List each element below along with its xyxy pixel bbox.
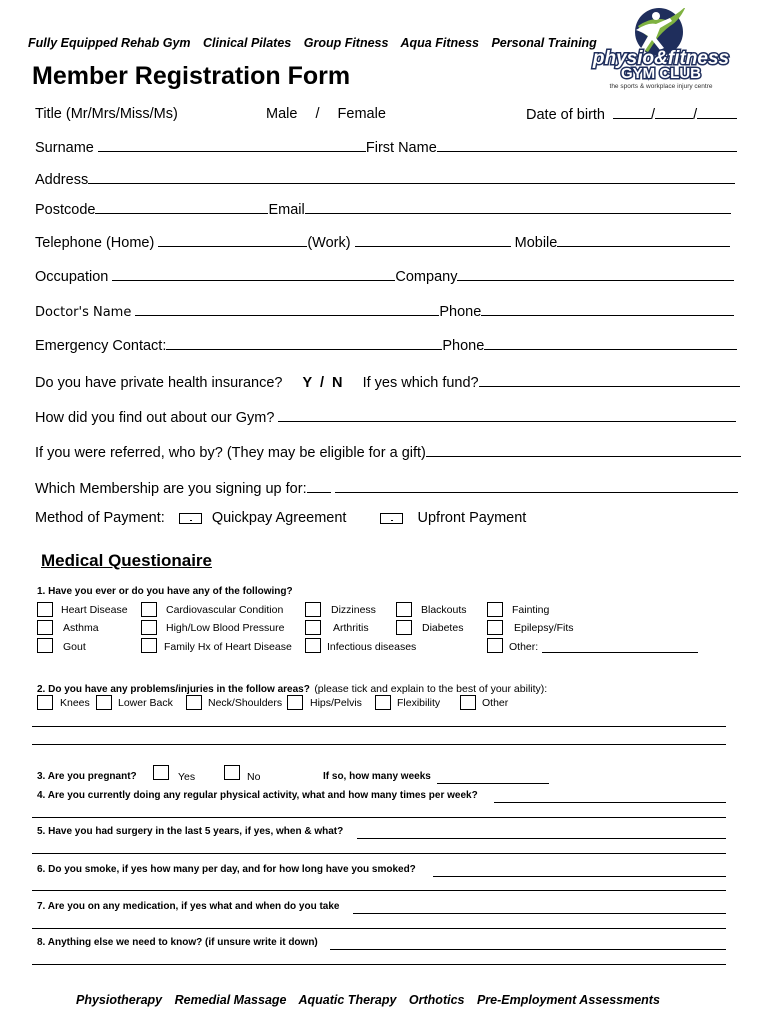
area-checkbox[interactable] [37, 695, 53, 710]
occupation-row [35, 268, 734, 285]
footer-service-item: Orthotics [408, 993, 465, 1007]
company-input[interactable] [457, 268, 734, 281]
doctor-row [35, 303, 734, 320]
q2-note: (please tick and explain to the best of your ability): [314, 683, 548, 695]
referred-input[interactable] [426, 444, 741, 457]
footer-service-item: Pre-Employment Assessments [476, 993, 660, 1007]
condition-label: Epilepsy/Fits [514, 622, 574, 634]
q8-answer-line[interactable] [32, 964, 726, 965]
page-title: Member Registration Form [32, 62, 351, 90]
logo-line1: physio&fitness [592, 48, 730, 69]
doctor-name-input[interactable] [135, 303, 439, 316]
area-label: Hips/Pelvis [310, 697, 362, 709]
condition-label: Fainting [512, 604, 550, 616]
logo-tagline: the sports & workplace injury centre [609, 83, 713, 90]
condition-label: Infectious diseases [327, 641, 417, 653]
insurance-row [35, 374, 740, 391]
emergency-phone-label: Phone [442, 338, 485, 354]
condition-label: High/Low Blood Pressure [166, 622, 285, 634]
emergency-phone-input[interactable] [484, 337, 737, 350]
weeks-input[interactable] [437, 771, 549, 784]
pregnant-yes-label: Yes [178, 771, 196, 783]
title-field-label: Title (Mr/Mrs/Miss/Ms) [35, 106, 178, 122]
fund-input[interactable] [479, 374, 740, 387]
first-name-input[interactable] [437, 139, 737, 152]
referred-question: If you were referred, who by? (They may be eligible for a gift) [35, 445, 426, 461]
referred-row [35, 444, 741, 461]
q2-text: 2. Do you have any problems/injuries in the follow areas? [37, 684, 310, 695]
postcode-input[interactable] [95, 201, 268, 214]
address-row [35, 171, 735, 188]
dob-year-input[interactable] [697, 106, 737, 119]
medical-q8: 8. Anything else we need to know? (if unsure write it down) [37, 937, 318, 948]
area-label: Flexibility [397, 697, 441, 709]
quickpay-checkbox[interactable] [179, 513, 202, 524]
surname-row [35, 139, 737, 156]
q5-answer-line[interactable] [32, 853, 726, 854]
membership-input-short[interactable] [307, 480, 331, 493]
condition-checkbox[interactable] [305, 638, 321, 653]
medical-q6: 6. Do you smoke, if yes how many per day, and for how long have you smoked? [37, 864, 416, 875]
condition-label: Family Hx of Heart Disease [164, 641, 292, 653]
find-out-question: How did you find out about our Gym? [35, 410, 275, 426]
address-label: Address [35, 172, 89, 188]
condition-label: Blackouts [421, 604, 467, 616]
telephone-home-input[interactable] [158, 234, 307, 247]
gender-options [266, 106, 386, 122]
gender-separator: / [315, 106, 320, 122]
company-label: Company [395, 269, 458, 285]
area-checkbox[interactable] [186, 695, 202, 710]
postcode-row [35, 201, 731, 218]
dob-separator: / [693, 107, 698, 123]
first-name-label: First Name [365, 140, 437, 156]
membership-row [35, 480, 738, 497]
pregnant-no-label: No [247, 771, 261, 783]
gender-male-option[interactable]: Male [266, 106, 298, 122]
surname-label: Surname [35, 140, 94, 156]
condition-checkbox[interactable] [305, 620, 321, 635]
condition-label: Heart Disease [61, 604, 128, 616]
area-checkbox[interactable] [375, 695, 391, 710]
email-label: Email [268, 202, 305, 218]
service-item: Personal Training [491, 36, 597, 50]
q8-answer-input[interactable] [330, 937, 726, 950]
payment-label: Method of Payment: [35, 510, 165, 526]
dob-month-input[interactable] [655, 106, 693, 119]
q6-answer-line[interactable] [32, 890, 726, 891]
telephone-row [35, 234, 730, 251]
footer-service-item: Physiotherapy [76, 993, 163, 1007]
pregnant-yes-checkbox[interactable] [153, 765, 169, 780]
service-item: Clinical Pilates [203, 36, 292, 50]
find-out-row [35, 409, 736, 426]
telephone-home-label: Telephone (Home) [35, 235, 155, 251]
membership-input[interactable] [335, 480, 738, 493]
condition-checkbox[interactable] [396, 620, 412, 635]
condition-label: Asthma [63, 622, 99, 634]
surname-input[interactable] [98, 139, 366, 152]
q7-answer-line[interactable] [32, 928, 726, 929]
footer-service-item: Aquatic Therapy [298, 993, 397, 1007]
condition-checkbox[interactable] [487, 638, 503, 653]
medical-q4: 4. Are you currently doing any regular physical activity, what and how many times per week? [37, 790, 478, 801]
condition-label: Cardiovascular Condition [166, 604, 284, 616]
condition-checkbox[interactable] [487, 620, 503, 635]
q7-answer-input[interactable] [353, 901, 726, 914]
condition-checkbox[interactable] [37, 638, 53, 653]
weeks-question: If so, how many weeks [323, 771, 431, 782]
mobile-input[interactable] [557, 234, 730, 247]
dob-label: Date of birth [526, 107, 605, 123]
q4-answer-line[interactable] [32, 817, 726, 818]
email-input[interactable] [305, 201, 731, 214]
pregnant-no-checkbox[interactable] [224, 765, 240, 780]
doctor-name-label: Doctor's Name [35, 305, 132, 320]
doctor-phone-input[interactable] [481, 303, 734, 316]
quickpay-label: Quickpay Agreement [211, 510, 347, 526]
insurance-yes-no[interactable]: Y / N [302, 375, 343, 391]
condition-label: Other: [509, 641, 539, 653]
condition-label: Diabetes [422, 622, 464, 634]
find-out-input[interactable] [278, 409, 736, 422]
condition-checkbox[interactable] [141, 602, 157, 617]
area-label: Knees [60, 697, 90, 709]
condition-label: Gout [63, 641, 86, 653]
gym-logo [586, 8, 736, 92]
occupation-input[interactable] [112, 268, 395, 281]
service-item: Aqua Fitness [400, 36, 479, 50]
insurance-question: Do you have private health insurance? [35, 375, 283, 391]
services-banner [28, 36, 606, 50]
area-checkbox[interactable] [96, 695, 112, 710]
area-checkbox[interactable] [287, 695, 303, 710]
fund-question: If yes which fund? [362, 375, 479, 391]
medical-q1: 1. Have you ever or do you have any of the following? [37, 586, 293, 597]
gender-female-option[interactable]: Female [337, 106, 386, 122]
payment-row [35, 510, 526, 526]
emergency-contact-label: Emergency Contact: [35, 338, 167, 354]
q4-answer-input[interactable] [494, 790, 726, 803]
telephone-work-label: (Work) [307, 235, 351, 251]
area-checkbox[interactable] [460, 695, 476, 710]
medical-q3: 3. Are you pregnant? [37, 771, 137, 782]
area-label: Other [482, 697, 509, 709]
q2-answer-line[interactable] [32, 744, 726, 745]
logo-emblem-icon [586, 8, 736, 92]
condition-label: Dizziness [331, 604, 376, 616]
logo-line2: GYM CLUB [621, 65, 701, 82]
condition-checkbox[interactable] [141, 638, 157, 653]
medical-q7: 7. Are you on any medication, if yes what and when do you take [37, 901, 340, 912]
postcode-label: Postcode [35, 202, 96, 218]
area-label: Lower Back [118, 697, 173, 709]
q6-answer-input[interactable] [433, 864, 726, 877]
doctor-phone-label: Phone [439, 304, 482, 320]
medical-heading: Medical Questionaire [41, 551, 212, 570]
condition-checkbox[interactable] [141, 620, 157, 635]
occupation-label: Occupation [35, 269, 109, 285]
footer-service-item: Remedial Massage [174, 993, 287, 1007]
emergency-row [35, 337, 737, 354]
condition-checkbox[interactable] [305, 602, 321, 617]
dob-day-input[interactable] [613, 106, 651, 119]
dob-field [526, 106, 737, 123]
upfront-label: Upfront Payment [417, 510, 527, 526]
membership-question: Which Membership are you signing up for: [35, 481, 307, 497]
condition-checkbox[interactable] [396, 602, 412, 617]
mobile-label: Mobile [514, 235, 558, 251]
condition-checkbox[interactable] [487, 602, 503, 617]
telephone-work-input[interactable] [355, 234, 511, 247]
service-item: Fully Equipped Rehab Gym [28, 36, 191, 50]
emergency-contact-input[interactable] [166, 337, 442, 350]
upfront-checkbox[interactable] [380, 513, 403, 524]
q5-answer-input[interactable] [357, 826, 726, 839]
condition-checkbox[interactable] [37, 620, 53, 635]
condition-checkbox[interactable] [37, 602, 53, 617]
q2-answer-line[interactable] [32, 726, 726, 727]
medical-q5: 5. Have you had surgery in the last 5 years, if yes, when & what? [37, 826, 344, 837]
other-condition-input[interactable] [542, 640, 698, 653]
area-label: Neck/Shoulders [208, 697, 283, 709]
dob-separator: / [651, 107, 656, 123]
condition-label: Arthritis [333, 622, 369, 634]
service-item: Group Fitness [303, 36, 389, 50]
address-input[interactable] [88, 171, 735, 184]
footer-services [76, 993, 669, 1007]
